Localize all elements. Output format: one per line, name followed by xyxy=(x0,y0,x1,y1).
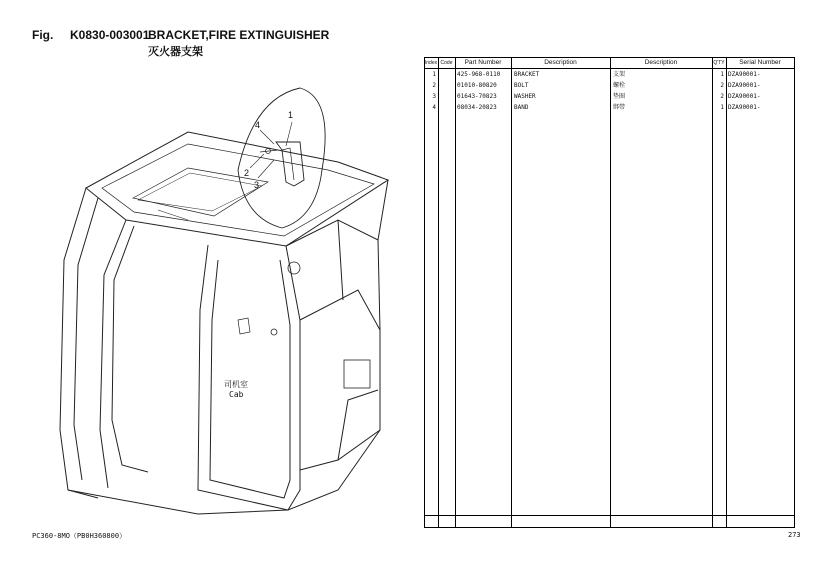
row-desc-en: BRACKET xyxy=(514,71,540,78)
fig-code: K0830-003001 xyxy=(70,28,150,42)
row-part-number: 01010-80820 xyxy=(457,82,497,89)
row-desc-en: BAND xyxy=(514,104,529,111)
row-index: 2 xyxy=(432,82,436,89)
col-qty: Q'TY xyxy=(713,60,725,66)
row-desc-cn: 垫圈 xyxy=(613,93,626,100)
row-desc-en: BOLT xyxy=(514,82,529,89)
callout-4: 4 xyxy=(255,120,261,130)
cab-illustration xyxy=(38,70,418,520)
col-part-number: Part Number xyxy=(464,59,502,66)
col-serial: Serial Number xyxy=(739,59,781,66)
col-code: Code xyxy=(440,60,453,66)
parts-table xyxy=(424,57,794,527)
row-desc-cn: 支架 xyxy=(613,71,626,78)
page-number: 273 xyxy=(788,531,801,539)
page-title-cn: 灭火器支架 xyxy=(148,45,203,58)
row-desc-en: WASHER xyxy=(514,93,536,100)
row-index: 4 xyxy=(432,104,436,111)
row-index: 1 xyxy=(432,71,436,78)
row-qty: 1 xyxy=(720,71,724,78)
col-description-en: Description xyxy=(544,59,577,66)
row-index: 3 xyxy=(432,93,436,100)
row-serial: DZA90001- xyxy=(728,104,761,111)
cab-door-frame xyxy=(198,245,300,510)
table-row xyxy=(424,69,794,80)
table-row xyxy=(424,80,794,91)
row-qty: 2 xyxy=(720,82,724,89)
row-serial: DZA90001- xyxy=(728,93,761,100)
row-desc-cn: 螺栓 xyxy=(613,82,626,89)
callout-1: 1 xyxy=(288,110,294,120)
cab-left-pillar xyxy=(60,188,98,498)
fig-label: Fig. xyxy=(32,28,54,42)
table-row xyxy=(424,91,794,102)
table-row xyxy=(424,102,794,113)
row-part-number: 08034-20823 xyxy=(457,104,497,111)
cab-roof xyxy=(86,132,388,246)
callout-3: 3 xyxy=(254,180,260,190)
cab-label-cn: 司机室 xyxy=(224,380,248,389)
table-footer-divider xyxy=(424,515,794,516)
page-title: BRACKET,FIRE EXTINGUISHER xyxy=(148,28,330,42)
row-part-number: 425-968-0110 xyxy=(457,71,501,78)
col-index: Index xyxy=(424,60,438,66)
row-part-number: 01643-70823 xyxy=(457,93,497,100)
row-desc-cn: 绑带 xyxy=(613,104,626,111)
row-serial: DZA90001- xyxy=(728,71,761,78)
callout-2: 2 xyxy=(244,168,250,178)
detail-bubble xyxy=(238,88,325,228)
cab-label-en: Cab xyxy=(229,390,244,399)
row-qty: 1 xyxy=(720,104,724,111)
row-qty: 2 xyxy=(720,93,724,100)
col-description-cn: Description xyxy=(644,59,678,66)
row-serial: DZA90001- xyxy=(728,82,761,89)
model-code: PC360-8MO（PB0H360800） xyxy=(32,532,127,540)
